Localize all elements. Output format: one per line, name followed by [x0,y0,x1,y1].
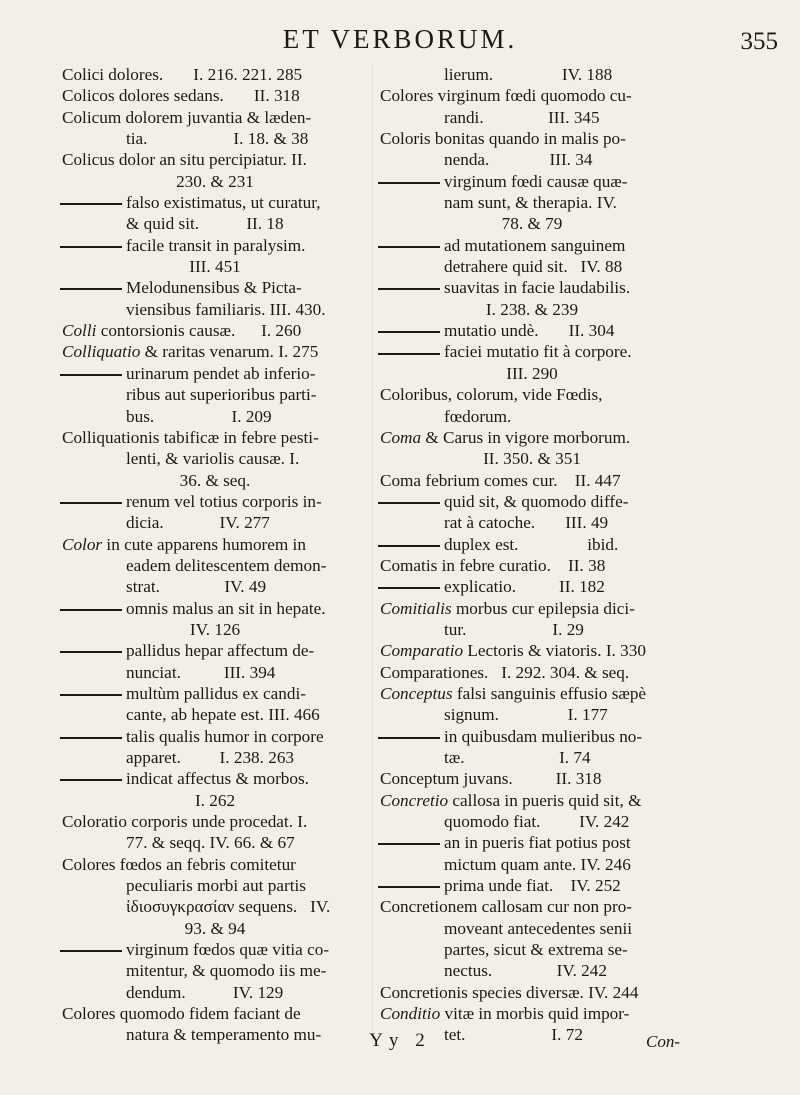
index-entry-line [62,875,368,896]
index-entry-line [62,320,368,341]
index-entry-text: II. 350. & 351 [483,449,581,469]
index-entry-line [380,213,684,234]
index-entry-text: prima unde fiat. IV. 252 [444,876,621,896]
index-entry-line [62,1003,368,1024]
index-entry-text: I. 238. & 239 [485,299,579,319]
index-entry-text: Conceptum juvans. II. 318 [380,769,602,789]
index-entry-text: mitentur, & quomodo iis me- [126,961,327,981]
index-entry-line [62,256,368,277]
index-entry-line [62,640,368,661]
index-entry-line [380,256,684,277]
ditto-rule [60,288,122,290]
index-entry-text: partes, sicut & extrema se- [444,940,628,960]
index-entry-line [62,832,368,853]
index-entry-text: Colicus dolor an situ percipiatur. II. [62,150,307,170]
index-entry-line [62,235,368,256]
index-entry-text: ribus aut superioribus parti- [126,385,317,405]
index-entry-text: Colores fœdos an febris comitetur [62,854,296,874]
index-entry-line [380,406,684,427]
running-head: ET VERBORUM. [282,24,518,54]
index-entry-line [380,875,684,896]
index-entry-line [380,128,684,149]
index-entry-text: nectus. IV. 242 [444,961,607,981]
ditto-rule [60,203,122,205]
index-entry-text: randi. III. 345 [444,107,600,127]
index-entry-text: 36. & seq. [179,470,251,490]
index-entry-text: 77. & seqq. IV. 66. & 67 [126,833,295,853]
index-entry-text: Melodunensibus & Picta- [126,278,302,298]
ditto-rule [378,545,440,547]
index-entry-text: dendum. IV. 129 [126,982,284,1002]
index-entry-line [380,235,684,256]
index-entry-text: cante, ab hepate est. III. 466 [126,705,320,725]
index-entry-text: fœdorum. [444,406,512,426]
index-entry-text: natura & temperamento mu- [126,1025,322,1045]
index-entry-text: 78. & 79 [501,214,563,234]
index-entry-line [380,320,684,341]
index-entry-line [380,384,684,405]
index-entry-line [380,960,684,981]
index-entry-line [380,726,684,747]
ditto-rule [60,502,122,504]
index-entry-line [62,384,368,405]
index-entry-text: in quibusdam mulieribus no- [444,726,643,746]
index-entry-text: Coloratio corporis unde procedat. I. [62,812,308,832]
index-entry-text: Colliquatio & raritas venarum. I. 275 [62,342,319,362]
index-entry-line [62,149,368,170]
ditto-rule [378,843,440,845]
index-entry-text: rat à catoche. III. 49 [444,513,609,533]
index-entry-text: virginum fœdos quæ vitia co- [126,940,330,960]
index-entry-line [380,598,684,619]
index-entry-line [62,726,368,747]
index-entry-line [62,512,368,533]
ditto-rule [60,950,122,952]
index-entry-text: strat. IV. 49 [126,577,267,597]
index-entry-text: Coloris bonitas quando in malis po- [380,129,626,149]
index-entry-line [62,213,368,234]
index-entry-text: urinarum pendet ab inferio- [126,363,316,383]
index-entry-text: III. 290 [506,363,558,383]
index-entry-line [380,470,684,491]
index-entry-line [62,854,368,875]
index-entry-text: facile transit in paralysim. [126,235,306,255]
index-entry-line [62,918,368,939]
index-entry-text: omnis malus an sit in hepate. [126,598,326,618]
index-entry-text: virginum fœdi causæ quæ- [444,171,628,191]
ditto-rule [378,886,440,888]
index-entry-line [62,341,368,362]
index-entry-text: pallidus hepar affectum de- [126,641,315,661]
index-entry-line [380,341,684,362]
index-entry-text: tet. I. 72 [444,1025,583,1045]
ditto-rule [378,288,440,290]
index-entry-line [380,491,684,512]
index-entry-text: multùm pallidus ex candi- [126,683,306,703]
index-entry-line [380,277,684,298]
ditto-rule [378,182,440,184]
index-entry-line [380,832,684,853]
index-entry-line [62,662,368,683]
index-entry-line [62,747,368,768]
index-entry-line [62,64,368,85]
index-entry-line [380,512,684,533]
index-entry-text: Color in cute apparens humorem in [62,534,306,554]
index-entry-line [380,107,684,128]
index-column-right [380,64,684,1046]
index-entry-text: quid sit, & quomodo diffe- [444,491,629,511]
index-entry-text: peculiaris morbi aut partis [126,876,306,896]
index-entry-line [62,683,368,704]
index-entry-text: talis qualis humor in corpore [126,726,324,746]
ditto-rule [378,331,440,333]
index-entry-line [62,619,368,640]
catchword: Con- [646,1032,680,1051]
index-entry-line [62,128,368,149]
index-entry-text: nam sunt, & therapia. IV. [444,193,617,213]
index-entry-text: Colores virginum fœdi quomodo cu- [380,86,632,106]
index-entry-text: Colores quomodo fidem faciant de [62,1004,301,1024]
index-entry-line [380,85,684,106]
index-entry-text: lierum. IV. 188 [444,65,613,84]
index-entry-line [380,1003,684,1024]
index-entry-text: faciei mutatio fit à corpore. [444,342,632,362]
index-entry-text: Comparationes. I. 292. 304. & seq. [380,662,630,682]
index-entry-text: explicatio. II. 182 [444,577,605,597]
index-entry-line [380,619,684,640]
index-entry-line [62,576,368,597]
index-entry-text: IV. 126 [189,619,241,639]
index-entry-line [380,683,684,704]
index-entry-line [380,534,684,555]
index-entry-text: 230. & 231 [176,171,254,191]
index-entry-line [380,192,684,213]
index-entry-line [380,704,684,725]
index-entry-line [380,427,684,448]
index-entry-text: Colli contorsionis causæ. I. 260 [62,321,302,341]
index-entry-line [62,555,368,576]
index-entry-line [62,790,368,811]
index-entry-text: Colici dolores. I. 216. 221. 285 [62,65,303,84]
index-entry-line [380,662,684,683]
index-entry-line [380,576,684,597]
index-entry-text: tia. I. 18. & 38 [126,129,309,149]
index-entry-line [380,171,684,192]
index-entry-text: ad mutationem sanguinem [444,235,626,255]
index-entry-line [62,811,368,832]
index-entry-text: suavitas in facie laudabilis. [444,278,631,298]
index-entry-text: Conceptus falsi sanguinis effusio sæpè [380,683,647,703]
index-entry-text: renum vel totius corporis in- [126,491,322,511]
index-entry-text: indicat affectus & morbos. [126,769,309,789]
index-entry-line [380,299,684,320]
index-entry-line [380,747,684,768]
index-entry-text: Colliquationis tabificæ in febre pesti- [62,427,319,447]
index-entry-line [62,406,368,427]
index-entry-text: eadem delitescentem demon- [126,555,327,575]
index-entry-line [62,982,368,1003]
index-entry-line [62,171,368,192]
index-entry-text: mutatio undè. II. 304 [444,321,615,341]
index-entry-line [380,918,684,939]
index-entry-text: quomodo fiat. IV. 242 [444,812,630,832]
index-entry-text: tæ. I. 74 [444,748,591,767]
ditto-rule [378,587,440,589]
index-entry-line [62,598,368,619]
index-entry-line [380,768,684,789]
index-entry-text: Concretio callosa in pueris quid sit, & [380,790,642,810]
index-entry-text: 93. & 94 [184,918,246,938]
index-entry-line [380,555,684,576]
index-entry-text: Colicum dolorem juvantia & læden- [62,107,312,127]
index-entry-line [62,363,368,384]
index-entry-text: mictum quam ante. IV. 246 [444,854,631,874]
index-entry-line [380,896,684,917]
index-entry-text: Comparatio Lectoris & viatoris. I. 330 [380,641,646,661]
index-entry-text: ἰδιοσυγκρασίαν sequens. IV. [126,897,331,917]
index-entry-line [62,960,368,981]
index-entry-line [62,768,368,789]
index-entry-line [380,64,684,85]
index-entry-text: Concretionis species diversæ. IV. 244 [380,982,639,1002]
index-entry-line [380,448,684,469]
ditto-rule [60,779,122,781]
signature-mark: Yy 2 [369,1030,431,1051]
index-entry-text: an in pueris fiat potius post [444,833,631,853]
ditto-rule [60,609,122,611]
index-entry-text: Comitialis morbus cur epilepsia dici- [380,598,635,618]
index-entry-text: Concretionem callosam cur non pro- [380,897,633,917]
index-entry-text: detrahere quid sit. IV. 88 [444,257,623,277]
index-entry-text: Coma febrium comes cur. II. 447 [380,470,621,490]
ditto-rule [378,737,440,739]
index-entry-text: moveant antecedentes senii [444,918,633,938]
ditto-rule [60,694,122,696]
ditto-rule [378,353,440,355]
index-entry-text: nunciat. III. 394 [126,662,276,682]
index-entry-line [62,896,368,917]
index-entry-line [380,939,684,960]
index-entry-line [62,277,368,298]
index-entry-line [62,85,368,106]
index-entry-text: viensibus familiaris. III. 430. [126,299,326,319]
index-entry-text: I. 262 [194,790,236,810]
index-entry-text: tur. I. 29 [444,619,584,639]
index-entry-line [62,448,368,469]
index-entry-text: & quid sit. II. 18 [126,214,284,234]
column-gutter [372,64,373,1044]
index-entry-text: apparet. I. 238. 263 [126,748,295,767]
index-entry-text: duplex est. ibid. [444,534,619,554]
index-entry-line [62,470,368,491]
index-entry-text: dicia. IV. 277 [126,513,270,533]
index-entry-text: lenti, & variolis causæ. I. [126,449,300,469]
index-entry-text: bus. I. 209 [126,406,272,426]
index-entry-line [62,299,368,320]
ditto-rule [60,651,122,653]
index-entry-line [380,811,684,832]
index-entry-line [62,491,368,512]
ditto-rule [378,246,440,248]
index-entry-text: signum. I. 177 [444,705,608,725]
index-entry-line [380,640,684,661]
index-entry-line [380,854,684,875]
index-entry-text: Coma & Carus in vigore morborum. [380,427,631,447]
index-entry-line [62,704,368,725]
ditto-rule [60,246,122,248]
index-entry-line [62,939,368,960]
index-entry-line [380,982,684,1003]
ditto-rule [60,374,122,376]
index-entry-line [380,790,684,811]
index-entry-text: Coloribus, colorum, vide Fœdis, [380,385,603,405]
index-entry-line [62,107,368,128]
index-entry-line [62,192,368,213]
index-entry-line [62,427,368,448]
index-entry-text: falso existimatus, ut curatur, [126,193,321,213]
page-number: 355 [740,28,778,55]
index-entry-text: Conditio vitæ in morbis quid impor- [380,1004,630,1024]
index-column-left [62,64,368,1046]
ditto-rule [378,502,440,504]
index-entry-line [380,149,684,170]
index-entry-text: nenda. III. 34 [444,150,593,170]
index-entry-text: Colicos dolores sedans. II. 318 [62,86,300,106]
index-entry-text: III. 451 [189,257,241,277]
index-entry-text: Comatis in febre curatio. II. 38 [380,555,606,575]
index-entry-line [62,534,368,555]
index-entry-line [380,363,684,384]
ditto-rule [60,737,122,739]
